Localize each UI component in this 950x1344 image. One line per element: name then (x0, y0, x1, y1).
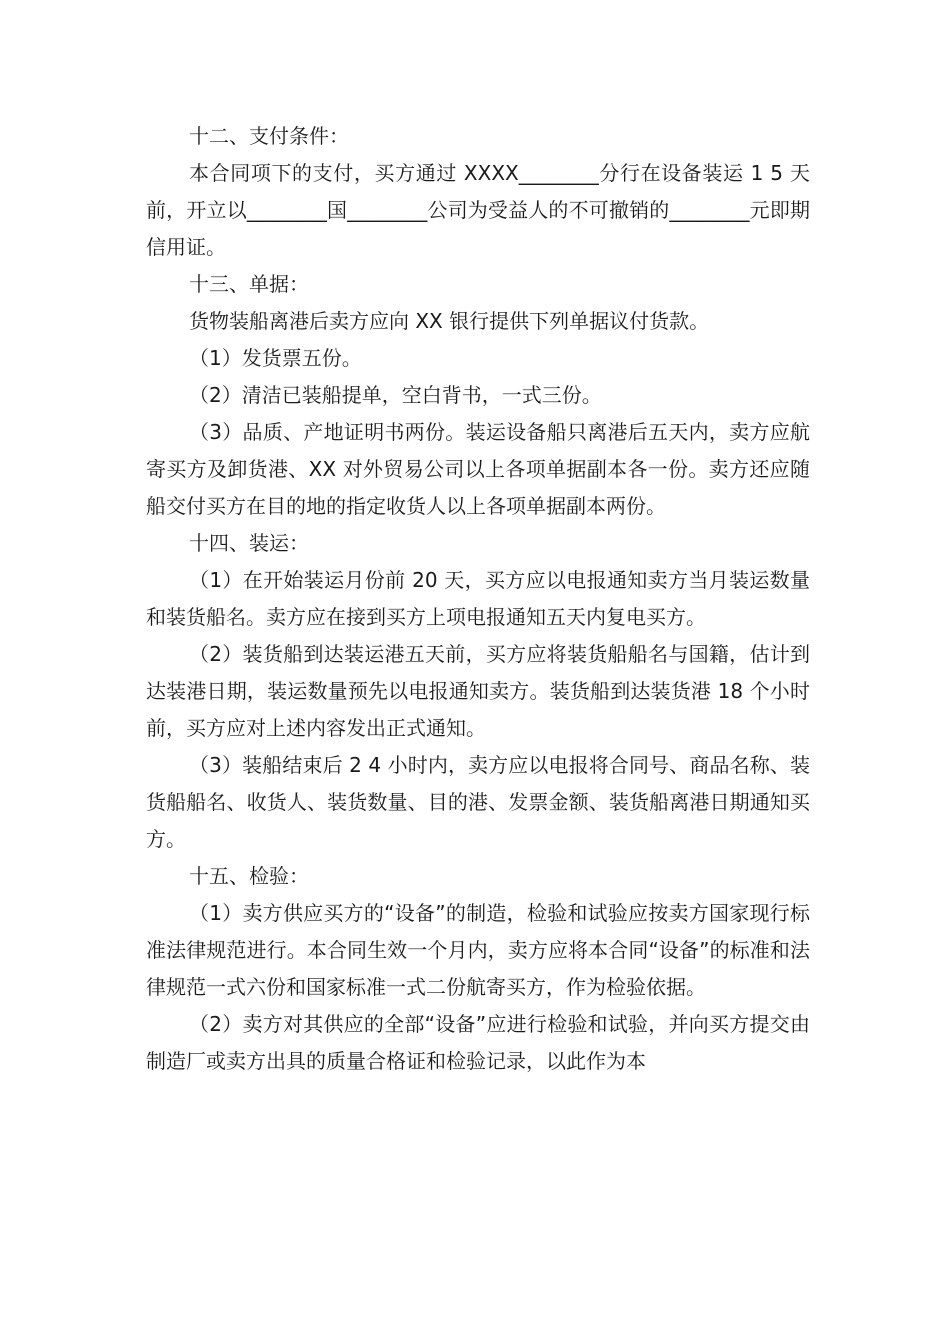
documents-item-3: （3）品质、产地证明书两份。装运设备船只离港后五天内，卖方应航寄买方及卸货港、XX 对外贸易公司以上各项单据副本各一份。卖方还应随船交付买方在目的地的指定收货人以上各项单据副本两份。 (146, 420, 810, 518)
documents-intro-paragraph: 货物装船离港后卖方应向 XX 银行提供下列单据议付货款。 (189, 309, 710, 333)
inspection-item-1: （1）卖方供应买方的“设备”的制造，检验和试验应按卖方国家现行标准法律规范进行。本合同生效一个月内，卖方应将本合同“设备”的标准和法律规范一式六份和国家标准一式二份航寄买方，作为检验依据。 (146, 901, 810, 999)
documents-item-1: （1）发货票五份。 (189, 346, 362, 370)
section-14-heading: 十四、装运： (189, 531, 309, 555)
shipment-item-1: （1）在开始装运月份前 20 天，买方应以电报通知卖方当月装运数量和装货船名。卖方应在接到买方上项电报通知五天内复电买方。 (146, 568, 810, 629)
section-12-heading: 十二、支付条件： (189, 124, 349, 148)
documents-item-2: （2）清洁已装船提单，空白背书，一式三份。 (189, 383, 602, 407)
shipment-item-3: （3）装船结束后 2 4 小时内，卖方应以电报将合同号、商品名称、装货船船名、收货人、装货数量、目的港、发票金额、装货船离港日期通知买方。 (146, 753, 810, 851)
shipment-item-2: （2）装货船到达装运港五天前，买方应将装货船船名与国籍，估计到达装港日期，装运数量预先以电报通知卖方。装货船到达装货港 18 个小时前，买方应对上述内容发出正式通知。 (146, 642, 810, 740)
payment-terms-paragraph: 本合同项下的支付，买方通过 XXXX________分行在设备装运 1 5 天前，开立以________国________公司为受益人的不可撤销的________元即期信用证。 (146, 161, 810, 259)
section-15-heading: 十五、检验： (189, 864, 309, 888)
section-13-heading: 十三、单据： (189, 272, 309, 296)
inspection-item-2: （2）卖方对其供应的全部“设备”应进行检验和试验，并向买方提交由制造厂或卖方出具的质量合格证和检验记录，以此作为本 (146, 1012, 810, 1073)
document-body (146, 118, 810, 1080)
